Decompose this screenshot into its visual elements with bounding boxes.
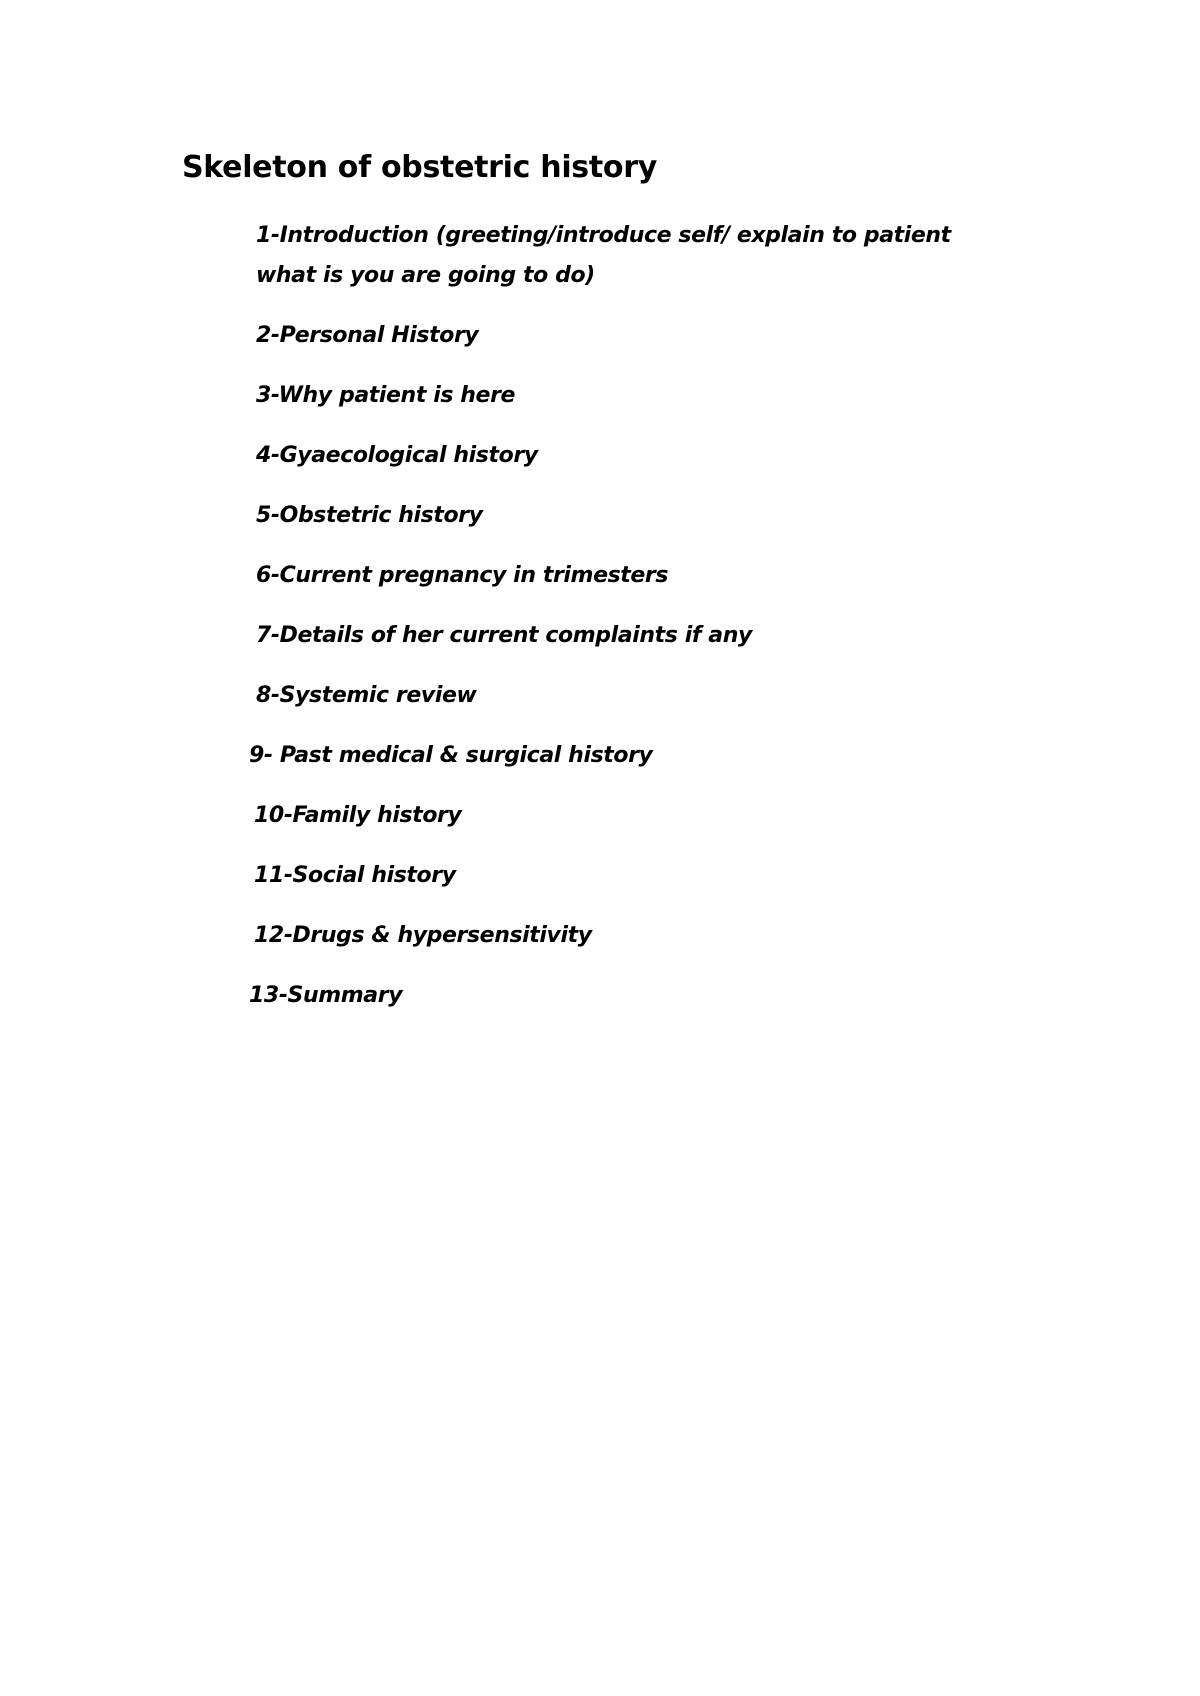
history-item-current-pregnancy: 6-Current pregnancy in trimesters bbox=[256, 563, 669, 588]
history-item-obstetric: 5-Obstetric history bbox=[256, 503, 483, 528]
history-item-current-complaints: 7-Details of her current complaints if any bbox=[256, 623, 752, 648]
history-item-summary: 13-Summary bbox=[249, 983, 403, 1008]
history-item-past-medical-surgical: 9- Past medical & surgical history bbox=[249, 743, 653, 768]
history-item-personal: 2-Personal History bbox=[256, 323, 479, 348]
history-item-systemic-review: 8-Systemic review bbox=[256, 683, 477, 708]
history-item-why-here: 3-Why patient is here bbox=[256, 383, 516, 408]
history-item-social: 11-Social history bbox=[254, 863, 456, 888]
history-item-gynaecological: 4-Gyaecological history bbox=[256, 443, 538, 468]
document-title: Skeleton of obstetric history bbox=[182, 150, 657, 185]
history-item-drugs-hypersensitivity: 12-Drugs & hypersensitivity bbox=[254, 923, 592, 948]
history-item-family: 10-Family history bbox=[254, 803, 462, 828]
history-item-introduction: 1-Introduction (greeting/introduce self/ explain to patient what is you are going to do) bbox=[256, 223, 951, 288]
